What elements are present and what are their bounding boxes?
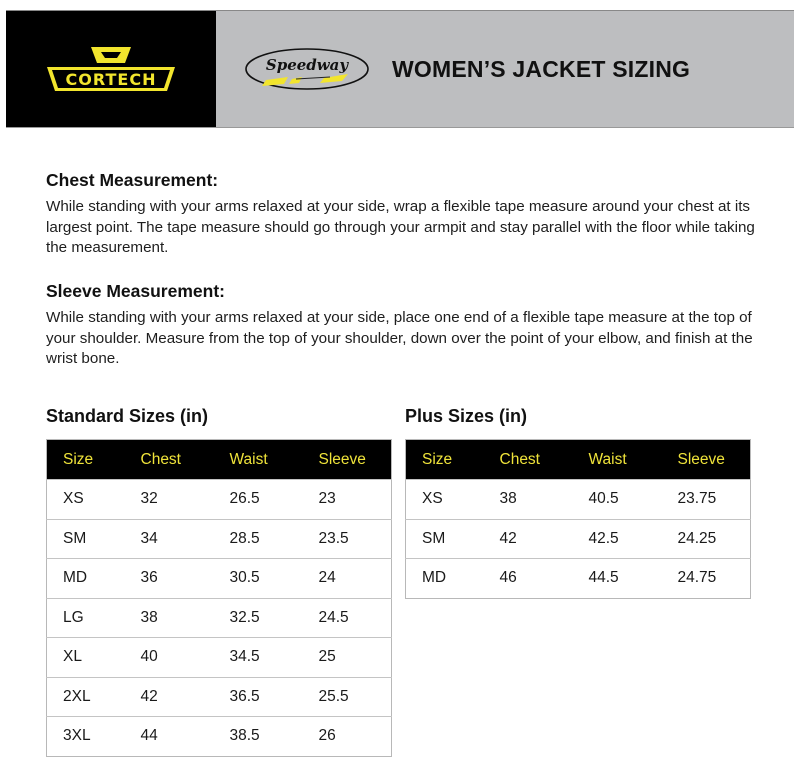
table-row [47,480,392,520]
cell-waist: 26.5 [214,480,303,520]
cell-sleeve: 23.75 [662,480,751,520]
cell-size: LG [47,598,125,638]
standard-sizes-title: Standard Sizes (in) [46,406,209,426]
cell-waist: 40.5 [573,480,662,520]
cell-sleeve: 24.5 [303,598,392,638]
cell-waist: 36.5 [214,677,303,717]
page-title: WOMEN’S JACKET SIZING [392,55,691,82]
cell-sleeve: 23 [303,480,392,520]
cell-sleeve: 23.5 [303,519,392,559]
cell-waist: 38.5 [214,717,303,757]
table-row [47,519,392,559]
column-header-size: Size [63,450,94,468]
chest-measurement-heading: Chest Measurement: [46,170,219,190]
cell-chest: 32 [125,480,214,520]
cell-waist: 28.5 [214,519,303,559]
cell-size: XS [47,480,125,520]
sleeve-measurement-section [46,281,766,370]
table-row [47,559,392,599]
cell-chest: 38 [125,598,214,638]
table-row [47,717,392,757]
cell-chest: 36 [125,559,214,599]
speedway-logo-icon [244,46,370,92]
table-row [406,519,751,559]
cell-waist: 34.5 [214,638,303,678]
cell-chest: 34 [125,519,214,559]
table-header-row [47,440,392,480]
column-header-chest: Chest [140,450,181,468]
cell-sleeve: 25.5 [303,677,392,717]
cell-waist: 42.5 [573,519,662,559]
column-header-sleeve: Sleeve [677,450,725,468]
chest-measurement-text: While standing with your arms relaxed at your side, wrap a flexible tape measure around your chest at its largest point. The tape measure should go through your armpit and stay parallel with the floor while taking the measurement. [46,198,755,256]
cell-sleeve: 24 [303,559,392,599]
cell-waist: 32.5 [214,598,303,638]
sleeve-measurement-text: While standing with your arms relaxed at your side, place one end of a flexible tape measure at the top of your shoulder. Measure from the top of your shoulder, down over the point of your elbow, and finish at the wrist bone. [46,309,753,367]
cell-sleeve: 26 [303,717,392,757]
cell-size: 3XL [47,717,125,757]
cell-size: XL [47,638,125,678]
cell-sleeve: 25 [303,638,392,678]
cell-sleeve: 24.25 [662,519,751,559]
title-panel [216,11,794,127]
cell-chest: 42 [484,519,573,559]
standard-sizes-table [46,439,392,757]
cortech-logo-icon [45,43,177,95]
plus-sizes-block [405,406,751,599]
cell-size: 2XL [47,677,125,717]
cell-chest: 44 [125,717,214,757]
cell-waist: 44.5 [573,559,662,599]
svg-text:Speedway: Speedway [265,56,349,74]
sleeve-measurement-heading: Sleeve Measurement: [46,281,225,301]
header-banner [6,10,794,128]
plus-sizes-title: Plus Sizes (in) [405,406,528,426]
column-header-waist: Waist [588,450,627,468]
column-header-chest: Chest [499,450,540,468]
cell-waist: 30.5 [214,559,303,599]
cell-size: MD [406,559,484,599]
cell-chest: 40 [125,638,214,678]
cell-size: SM [406,519,484,559]
cell-size: SM [47,519,125,559]
standard-sizes-block [46,406,392,757]
cell-sleeve: 24.75 [662,559,751,599]
table-row [47,677,392,717]
cell-chest: 46 [484,559,573,599]
cell-chest: 38 [484,480,573,520]
table-row [47,638,392,678]
table-row [406,480,751,520]
plus-sizes-table [405,439,751,599]
svg-text:CORTECH: CORTECH [65,70,157,89]
column-header-size: Size [422,450,453,468]
column-header-waist: Waist [229,450,268,468]
cell-size: MD [47,559,125,599]
cortech-logo-panel [6,11,216,127]
chest-measurement-section [46,170,766,259]
table-row [406,559,751,599]
cell-size: XS [406,480,484,520]
table-header-row [406,440,751,480]
column-header-sleeve: Sleeve [318,450,366,468]
cell-chest: 42 [125,677,214,717]
table-row [47,598,392,638]
